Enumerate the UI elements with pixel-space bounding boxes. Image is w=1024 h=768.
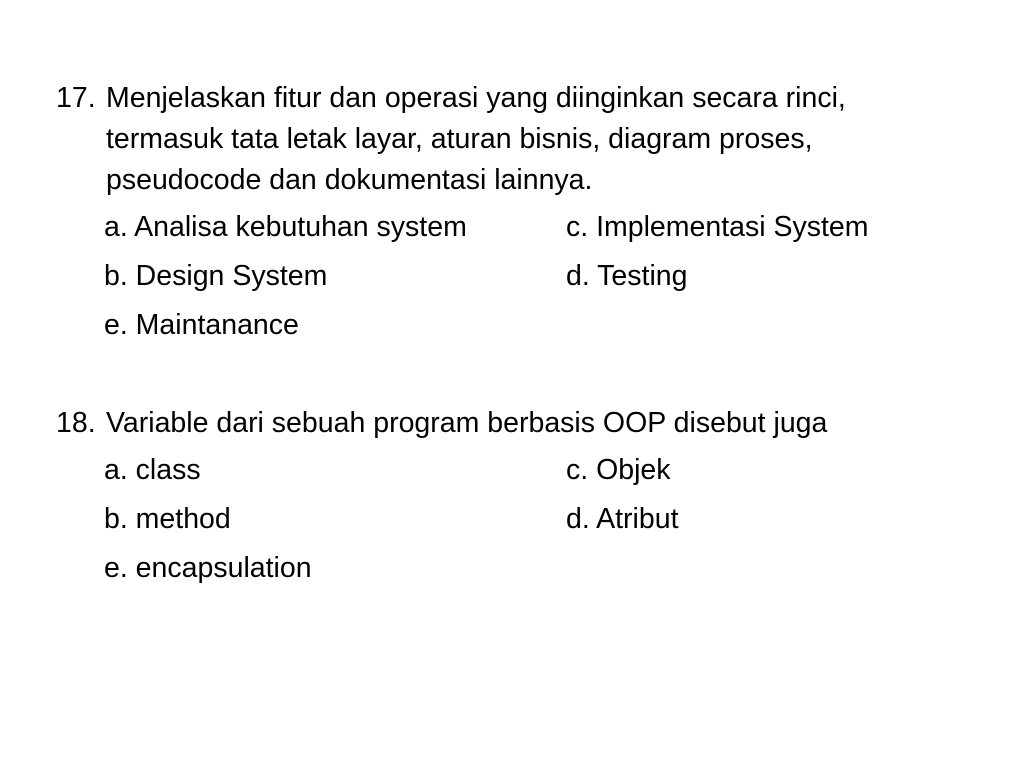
question-stem [56,403,956,444]
option-b: b. method [104,503,231,535]
option-d: d. Testing [566,260,688,292]
question-text: Variable dari sebuah program berbasis OOP disebut juga [106,407,828,439]
options-row-3 [56,544,956,593]
option-a: a. Analisa kebutuhan system [104,211,467,243]
question-text: Menjelaskan fitur dan operasi yang diinginkan secara rinci, termasuk tata letak layar, aturan bisnis, diagram proses, pseudocode dan dokumentasi lainnya. [106,82,846,196]
option-c: c. Objek [566,454,671,486]
option-c: c. Implementasi System [566,211,869,243]
options-row-2 [56,495,956,544]
question-18 [56,403,956,593]
options-row-1 [56,203,956,252]
option-e: e. Maintanance [104,309,299,341]
question-17 [56,78,956,350]
question-stem [56,78,956,201]
options-row-1 [56,446,956,495]
option-b: b. Design System [104,260,328,292]
option-e: e. encapsulation [104,552,312,584]
option-a: a. class [104,454,201,486]
options-row-2 [56,252,956,301]
options-row-3 [56,301,956,350]
question-number: 17. [56,82,96,114]
option-d: d. Atribut [566,503,679,535]
question-number: 18. [56,407,96,439]
